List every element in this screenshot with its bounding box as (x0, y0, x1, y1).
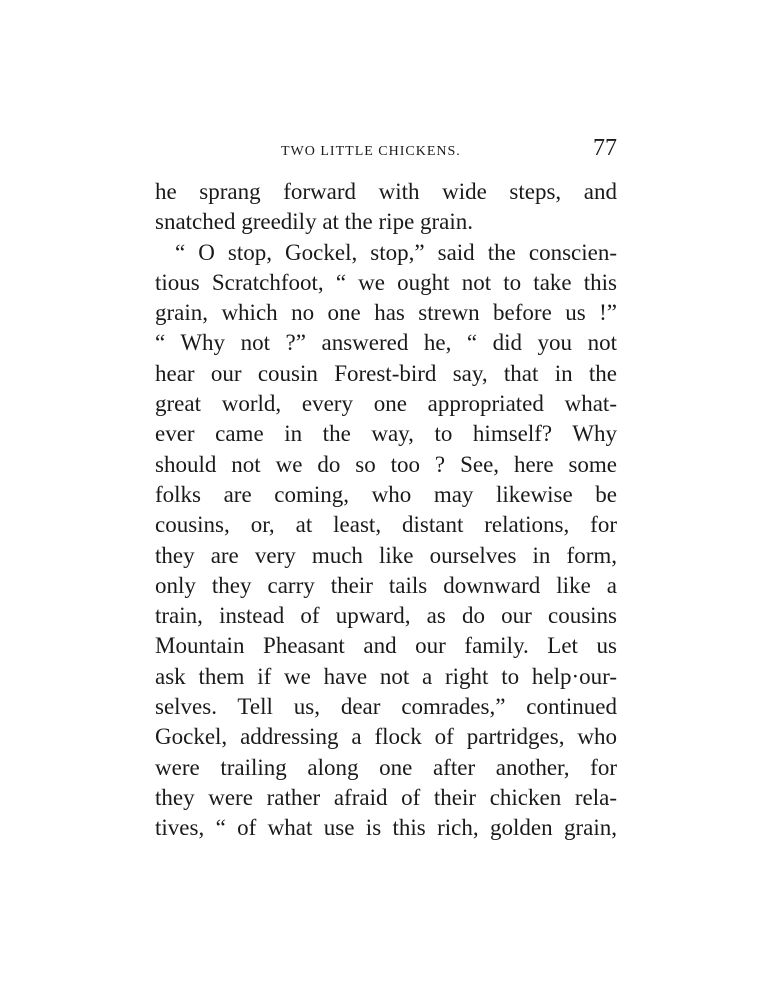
text-line: he sprang forward with wide steps, and (155, 179, 617, 204)
text-line: tious Scratchfoot, “ we ought not to take this (155, 269, 617, 295)
text-line: should not we do so too ? See, here some (155, 451, 617, 477)
text-line: ask them if we have not a right to help·our- (155, 663, 617, 689)
text-line: hear our cousin Forest-bird say, that in the (155, 360, 617, 386)
text-line: grain, which no one has strewn before us !” (155, 300, 617, 326)
text-line: Mountain Pheasant and our family. Let us (155, 633, 617, 659)
text-line: only they carry their tails downward like a (155, 572, 617, 598)
text-line: train, instead of upward, as do our cousins (155, 603, 617, 629)
body-text (155, 177, 617, 844)
text-line: were trailing along one after another, for (155, 754, 617, 780)
text-line: selves. Tell us, dear comrades,” continued (155, 694, 617, 720)
text-line: “ O stop, Gockel, stop,” said the conscien- (175, 239, 617, 265)
page-number: 77 (593, 135, 617, 161)
text-line: they were rather afraid of their chicken rela- (155, 784, 617, 810)
running-head-title: TWO LITTLE CHICKENS. (281, 144, 461, 159)
text-line: “ Why not ?” answered he, “ did you not (155, 330, 617, 356)
text-line: they are very much like ourselves in form, (155, 542, 617, 568)
text-line: snatched greedily at the ripe grain. (155, 209, 474, 235)
text-line: Gockel, addressing a flock of partridges, who (155, 724, 617, 750)
text-line: ever came in the way, to himself? Why (155, 421, 617, 447)
text-line: great world, every one appropriated what- (155, 391, 617, 417)
running-head (155, 135, 617, 169)
text-line: folks are coming, who may likewise be (155, 481, 617, 507)
text-line: cousins, or, at least, distant relations, for (155, 512, 617, 538)
text-line: tives, “ of what use is this rich, golden grain, (155, 815, 617, 841)
